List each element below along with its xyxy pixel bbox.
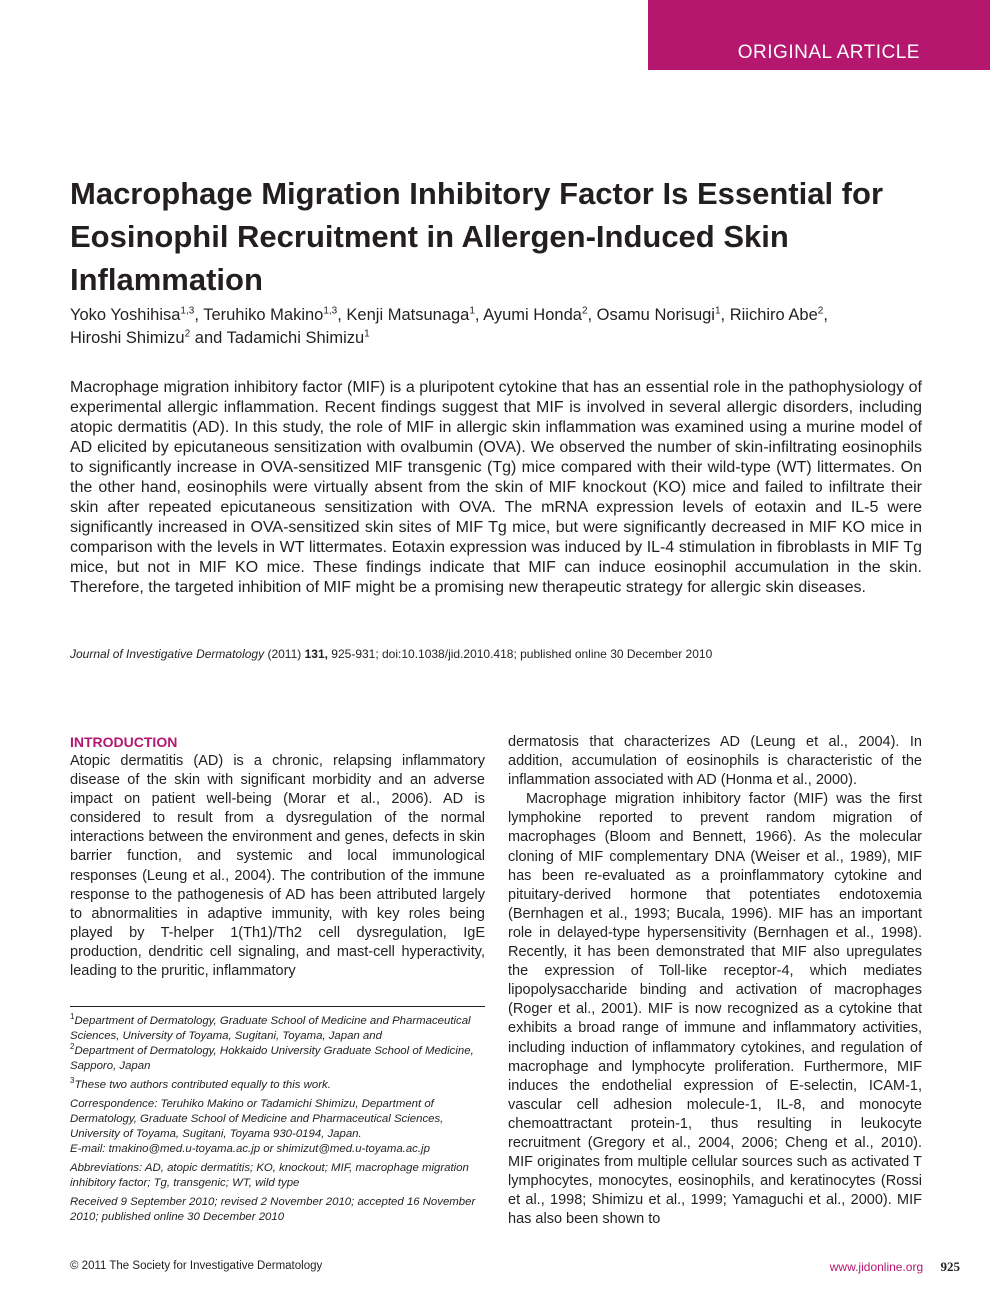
author-affiliation: 1 [469, 305, 475, 317]
article-type-banner [648, 0, 990, 70]
correspondence [70, 1097, 490, 1157]
author-affiliation: 1 [714, 305, 721, 317]
footnote-divider [70, 1006, 485, 1007]
author-affiliation: 1,3 [323, 305, 338, 317]
affiliation-3 [70, 1078, 490, 1093]
intro-paragraph: Atopic dermatitis (AD) is a chronic, relapsing inflammatory disease of the skin with significant morbidity and an adverse impact on patient well-being (Morar et al., 2006). AD is considered to result from a dysregulation of the normal interactions between the environment and genes, defects in skin barrier function, and systemic and local immunological responses (Leung et al., 2004). The contribution of the immune response to the pathogenesis of AD has been attributed largely to abnormalities in adaptive immunity, with key roles being played by T-helper 1(Th1)/Th2 cell dysregulation, IgE production, dendritic cell signaling, and mast-cell hyperactivity, leading to the pruritic, inflammatory [70, 753, 485, 980]
citation-details: 925-931; doi:10.1038/jid.2010.418; published online 30 December 2010 [331, 647, 713, 661]
abstract: Macrophage migration inhibitory factor (MIF) is a pluripotent cytokine that has an essential role in the pathophysiology of experimental allergic inflammation. Recent findings suggest that MIF is involved in several allergic disorders, including atopic dermatitis (AD). In this study, the role of MIF in allergic skin inflammation was examined using a murine model of AD elicited by epicutaneous sensitization with ovalbumin (OVA). We observed the number of skin-infiltrating eosinophils to significantly increase in OVA-sensitized MIF transgenic (Tg) mice compared with their wild-type (WT) littermates. On the other hand, eosinophils were virtually absent from the skin of MIF knockout (KO) mice and failed to infiltrate their skin after repeated epicutaneous sensitization with OVA. The mRNA expression levels of eotaxin and IL-5 were significantly increased in OVA-sensitized skin sites of MIF Tg mice, but were significantly decreased in MIF KO mice in comparison with the levels in WT littermates. Eotaxin expression was induced by IL-4 stimulation in fibroblasts in MIF Tg mice, but not in MIF KO mice. These findings indicate that MIF can induce eosinophil accumulation in the skin. Therefore, the targeted inhibition of MIF might be a promising new therapeutic strategy for allergic skin diseases. [70, 379, 922, 596]
received-dates: Received 9 September 2010; revised 2 November 2010; accepted 16 November 2010; published online 30 December 2010 [70, 1196, 476, 1223]
author-affiliation: 1 [364, 328, 370, 340]
affiliation-1 [70, 1014, 490, 1074]
author-affiliation: 2 [581, 305, 588, 317]
author-name: Kenji Matsunaga [346, 306, 470, 324]
affiliation-text: These two authors contributed equally to this work. [74, 1079, 331, 1091]
author-list: Yoko Yoshihisa$^{1,3}$, Teruhiko Makino$^{1,3}$, Kenji Matsunaga$^1$, Ayumi Honda$^2$, Osamu Norisugi$^1$, Riichiro Abe$^2$, Hiroshi Shimizu$^2$ and Tadamichi Shimizu$^1$ [70, 305, 828, 347]
footer-right [830, 1259, 960, 1275]
abbreviations: Abbreviations: AD, atopic dermatitis; KO, knockout; MIF, macrophage migration inhibitory factor; Tg, transgenic; WT, wild type [70, 1162, 469, 1189]
author-name: Riichiro Abe [729, 306, 818, 324]
citation-line [70, 646, 930, 662]
citation-year: (2011) [267, 647, 302, 661]
affiliation-mark: 3 [70, 1076, 75, 1086]
right-column [508, 733, 922, 1229]
author-name: Osamu Norisugi [596, 306, 715, 324]
affiliation-text: Department of Dermatology, Graduate School of Medicine and Pharmaceutical Sciences, University of Toyama, Sugitani, Toyama, Japan and [70, 1015, 471, 1042]
affiliation-mark: 1 [70, 1012, 75, 1022]
correspondence-text: Correspondence: Teruhiko Makino or Tadamichi Shimizu, Department of Dermatology, Graduate School of Medicine and Pharmaceutical Sciences, University of Toyama, Sugitani, Toyama 930-0194, Japan. [70, 1098, 444, 1140]
footer-copyright: © 2011 The Society for Investigative Dermatology [70, 1260, 323, 1272]
author-affiliation: 2 [184, 328, 191, 340]
citation-volume: 131, [304, 647, 328, 661]
author-name: Hiroshi Shimizu [70, 329, 185, 347]
left-column [70, 733, 485, 981]
author-name: Yoko Yoshihisa [70, 306, 181, 324]
section-heading-introduction: INTRODUCTION [70, 734, 178, 750]
footnotes [70, 1014, 490, 1229]
article-title: Macrophage Migration Inhibitory Factor Is Essential for Eosinophil Recruitment in Allergen-Induced Skin Inflammation [70, 176, 884, 297]
correspondence-email: E-mail: tmakino@med.u-toyama.ac.jp or shimizut@med.u-toyama.ac.jp [70, 1143, 430, 1155]
author-name: Ayumi Honda [483, 306, 582, 324]
author-affiliation: 2 [817, 305, 824, 317]
article-type-label: ORIGINAL ARTICLE [737, 42, 920, 63]
author-conjunction: and [194, 329, 223, 347]
intro-paragraph: dermatosis that characterizes AD (Leung et al., 2004). In addition, accumulation of eosinophils is characteristic of the inflammation associated with AD (Honma et al., 2000). [508, 734, 922, 789]
page-number: 925 [940, 1259, 960, 1274]
journal-url-link[interactable]: www.jidonline.org [829, 1260, 924, 1274]
intro-paragraph: Macrophage migration inhibitory factor (MIF) was the first lymphokine reported to prevent random migration of macrophages (Bloom and Bennett, 1966). As the molecular cloning of MIF complementary DNA (Weiser et al., 1989), MIF has been re-evaluated as a proinflammatory cytokine and pituitary-derived hormone that potentiates endotoxemia (Bernhagen et al., 1993; Bucala, 1996). MIF has an important role in delayed-type hypersensitivity (Bernhagen et al., 1998). Recently, it has been demonstrated that MIF also upregulates the expression of Toll-like receptor-4, which mediates lipopolysaccharide binding and activation of macrophages (Roger et al., 2001). MIF is now recognized as a cytokine that exhibits a broad range of immune and inflammatory activities, including induction of inflammatory cytokines, and regulation of macrophage and lymphocyte proliferation. Furthermore, MIF induces the endothelial expression of E-selectin, ICAM-1, vascular cell adhesion molecule-1, IL-8, and monocyte chemoattractant protein-1, thus resulting in leukocyte recruitment (Gregory et al., 2004, 2006; Cheng et al., 2010). MIF originates from multiple cellular sources such as activated T lymphocytes, monocytes, eosinophils, and keratinocytes (Rossi et al., 1998; Shimizu et al., 1999; Yamaguchi et al., 2000). MIF has also been shown to [508, 791, 922, 1228]
affiliation-mark: 2 [70, 1042, 75, 1052]
author-name: Teruhiko Makino [203, 306, 324, 324]
citation-journal: Journal of Investigative Dermatology [70, 647, 265, 661]
affiliation-text: Department of Dermatology, Hokkaido University Graduate School of Medicine, Sapporo, Japan [70, 1045, 474, 1072]
author-affiliation: 1,3 [180, 305, 195, 317]
author-name: Tadamichi Shimizu [226, 329, 365, 347]
